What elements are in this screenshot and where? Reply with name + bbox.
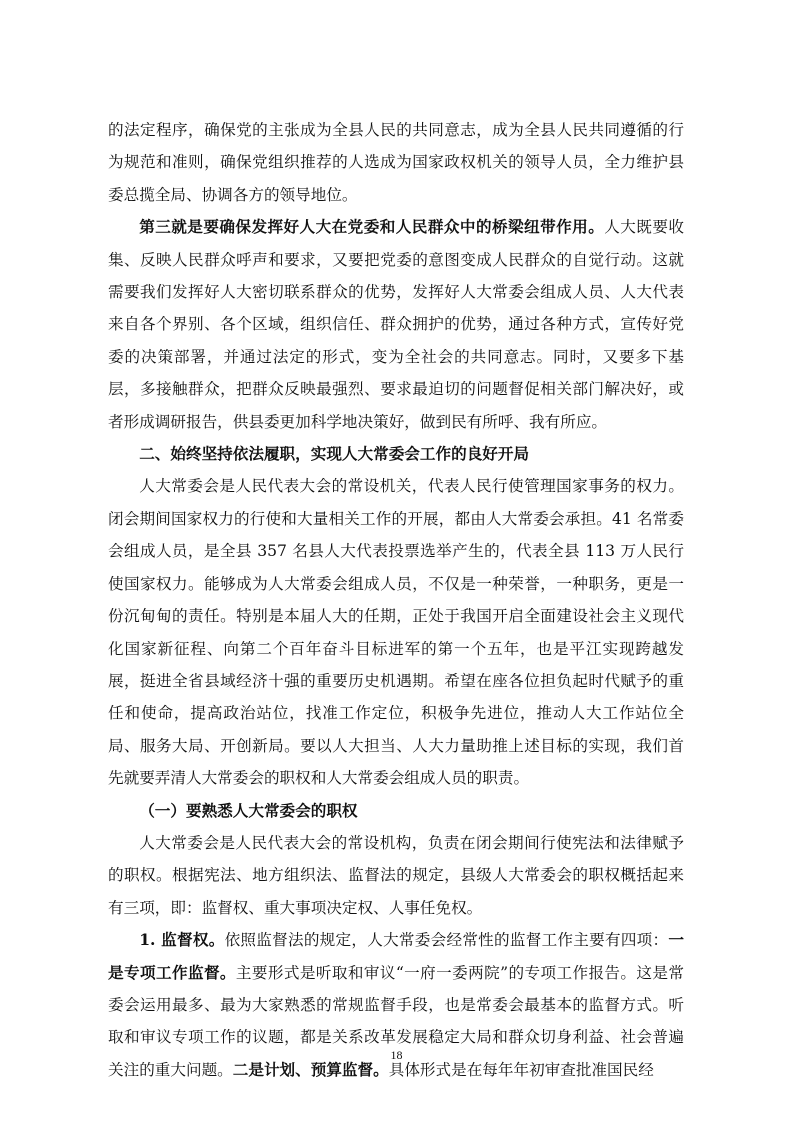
paragraph-5-text-3: 具体形式是在每年年初审查批准国民经 — [388, 1060, 654, 1079]
paragraph-5-text-2: 主要形式是听取和审议“一府一委两院”的专项工作报告。这是常委会运用最多、最为大家熟悉的常规监督手段，也是常委会最基本的监督方式。听取和审议专项工作的议题，都是关系改革发展稳定大局和群众切身利益、社会普遍关注的重大问题。 — [108, 963, 684, 1079]
subheading-1: （一）要熟悉人大常委会的职权 — [139, 800, 358, 820]
paragraph-1: 的法定程序，确保党的主张成为全县人民的共同意志，成为全县人民共同遵循的行为规范和准则，确保党组织推荐的人选成为国家政权机关的领导人员，全力维护县委总揽全局、协调各方的领导地位。 — [108, 121, 684, 204]
paragraph-3: 人大常委会是人民代表大会的常设机关，代表人民行使管理国家事务的权力。闭会期间国家权力的行使和大量相关工作的开展，都由人大常委会承担。41 名常委会组成人员，是全县 357 名县人大代表投票选举产生的，代表全县 113 万人民行使国家权力。能够成为人大常委会组成人员，不仅是一种荣誉，一种职务，更是一份沉甸甸的责任。特别是本届人大的任期，正处于我国开启全面建设社会主义现代化国家新征程、向第二个百年奋斗目标进军的第一个五年，也是平江实现跨越发展，挺进全省县域经济十强的重要历史机遇期。希望在座各位担负起时代赋予的重任和使命，提高政治站位，找准工作定位，积极争先进位，推动人大工作站位全局、服务大局、开创新局。要以人大担当、人大力量助推上述目标的实现，我们首先就要弄清人大常委会的职权和人大常委会组成人员的职责。 — [108, 477, 684, 788]
page-number: 18 — [390, 1048, 403, 1062]
paragraph-5-emphasis-1: 1. 监督权。 — [139, 930, 225, 950]
paragraph-2-emphasis: 第三就是要确保发挥好人大在党委和人民群众中的桥梁纽带作用。 — [139, 217, 605, 237]
paragraph-5-emphasis-2: 一是专项工作监督。 — [108, 930, 684, 982]
paragraph-2 — [108, 211, 684, 438]
section-heading-2: 二、始终坚持依法履职，实现人大常委会工作的良好开局 — [139, 445, 530, 464]
paragraph-5-text-1: 依照监督法的规定，人大常委会经常性的监督工作主要有四项： — [224, 931, 669, 950]
paragraph-5-emphasis-3: 二是计划、预算监督。 — [232, 1059, 389, 1079]
document-body — [108, 114, 684, 1086]
paragraph-4: 人大常委会是人民代表大会的常设机构，负责在闭会期间行使宪法和法律赋予的职权。根据宪法、地方组织法、监督法的规定，县级人大常委会的职权概括起来有三项，即：监督权、重大事项决定权、人事任免权。 — [108, 833, 684, 917]
paragraph-2-text: 人大既要收集、反映人民群众呼声和要求，又要把党委的意图变成人民群众的自觉行动。这就需要我们发挥好人大密切联系群众的优势，发挥好人大常委会组成人员、人大代表来自各个界别、各个区域，组织信任、群众拥护的优势，通过各种方式，宣传好党委的决策部署，并通过法定的形式，变为全社会的共同意志。同时，又要多下基层，多接触群众，把群众反映最强烈、要求最迫切的问题督促相关部门解决好，或者形成调研报告，供县委更加科学地决策好，做到民有所呼、我有所应。 — [108, 218, 684, 431]
